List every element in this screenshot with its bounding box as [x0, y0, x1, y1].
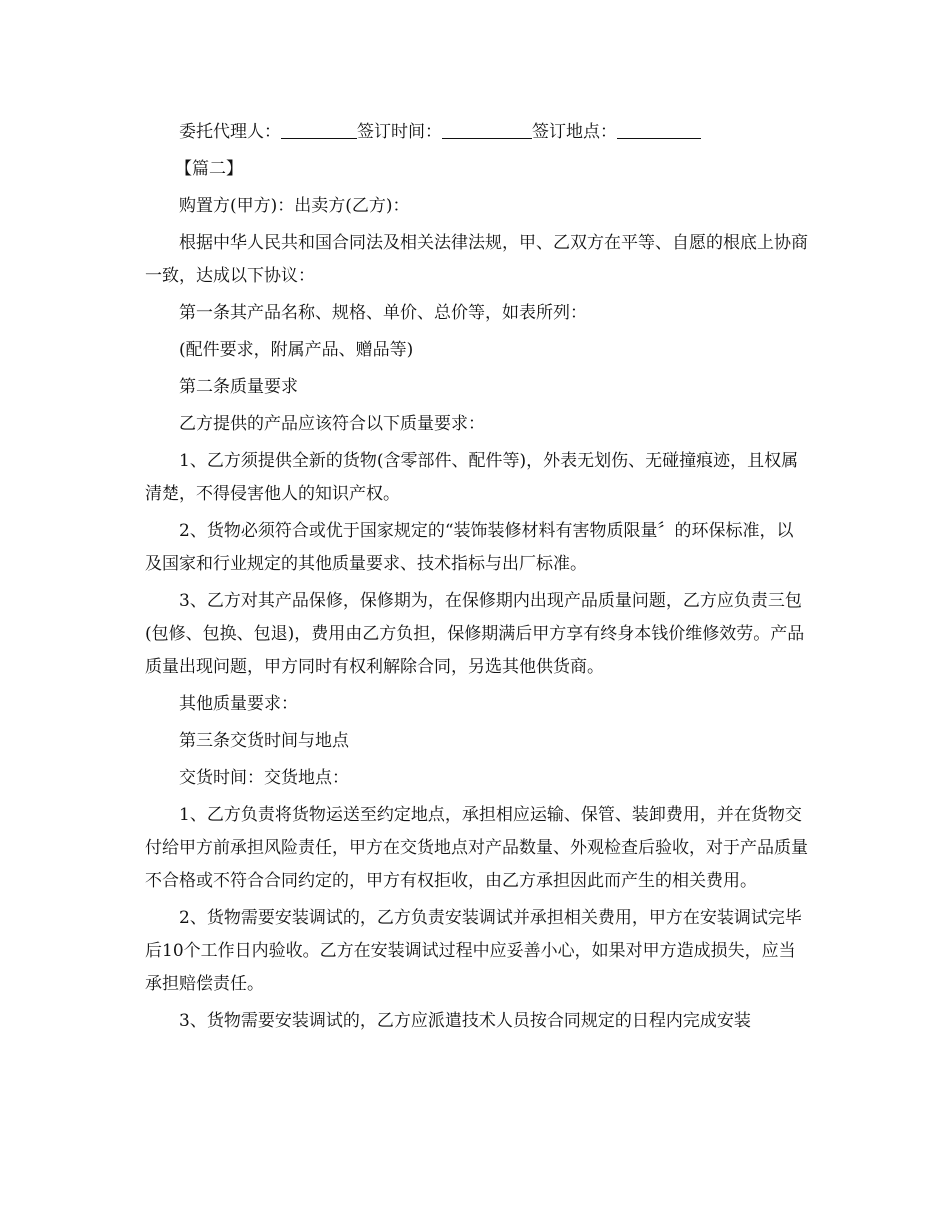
paragraph: 购置方(甲方)：出卖方(乙方)： [179, 196, 410, 216]
signature-line [145, 116, 810, 149]
paragraph: 第一条其产品名称、规格、单价、总价等，如表所列： [179, 303, 587, 323]
paragraph: 根据中华人民共和国合同法及相关法律法规，甲、乙双方在平等、自愿的根底上协商一致，达成以下协议： [145, 233, 808, 286]
paragraph: 3、货物需要安装调试的，乙方应派遣技术人员按合同规定的日程内完成安装 [179, 1011, 751, 1031]
paragraph: 第三条交货时间与地点 [179, 731, 349, 751]
paragraph: (配件要求，附属产品、赠品等) [179, 340, 414, 360]
paragraph: 3、乙方对其产品保修，保修期为，在保修期内出现产品质量问题，乙方应负责三包(包修、包换、包退)，费用由乙方负担，保修期满后甲方享有终身本钱价维修效劳。产品质量出现问题，甲方同时有权利解除合同，另选其他供货商。 [145, 591, 805, 677]
section-heading: 【篇二】 [175, 159, 243, 179]
paragraph: 2、货物需要安装调试的，乙方负责安装调试并承担相关费用，甲方在安装调试完毕后10个工作日内验收。乙方在安装调试过程中应妥善小心，如果对甲方造成损失，应当承担赔偿责任。 [145, 908, 802, 994]
paragraph: 第二条质量要求 [179, 377, 298, 397]
document-page [145, 116, 810, 1042]
paragraph: 交货时间：交货地点： [179, 768, 349, 788]
paragraph: 2、货物必须符合或优于国家规定的“装饰装修材料有害物质限量〞的环保标准，以及国家和行业规定的其他质量要求、技术指标与出厂标准。 [145, 521, 794, 574]
date-label: 签订时间： [357, 122, 442, 142]
paragraph: 乙方提供的产品应该符合以下质量要求： [179, 414, 485, 434]
place-blank [617, 118, 701, 139]
agent-blank [281, 118, 357, 139]
place-label: 签订地点： [532, 122, 617, 142]
date-blank [442, 118, 532, 139]
paragraph: 其他质量要求： [179, 694, 298, 714]
paragraph: 1、乙方负责将货物运送至约定地点，承担相应运输、保管、装卸费用，并在货物交付给甲方前承担风险责任，甲方在交货地点对产品数量、外观检查后验收，对于产品质量不合格或不符合合同约定的，甲方有权拒收，由乙方承担因此而产生的相关费用。 [145, 805, 808, 891]
agent-label: 委托代理人： [179, 122, 281, 142]
paragraph: 1、乙方须提供全新的货物(含零部件、配件等)，外表无划伤、无碰撞痕迹，且权属清楚，不得侵害他人的知识产权。 [145, 451, 799, 504]
